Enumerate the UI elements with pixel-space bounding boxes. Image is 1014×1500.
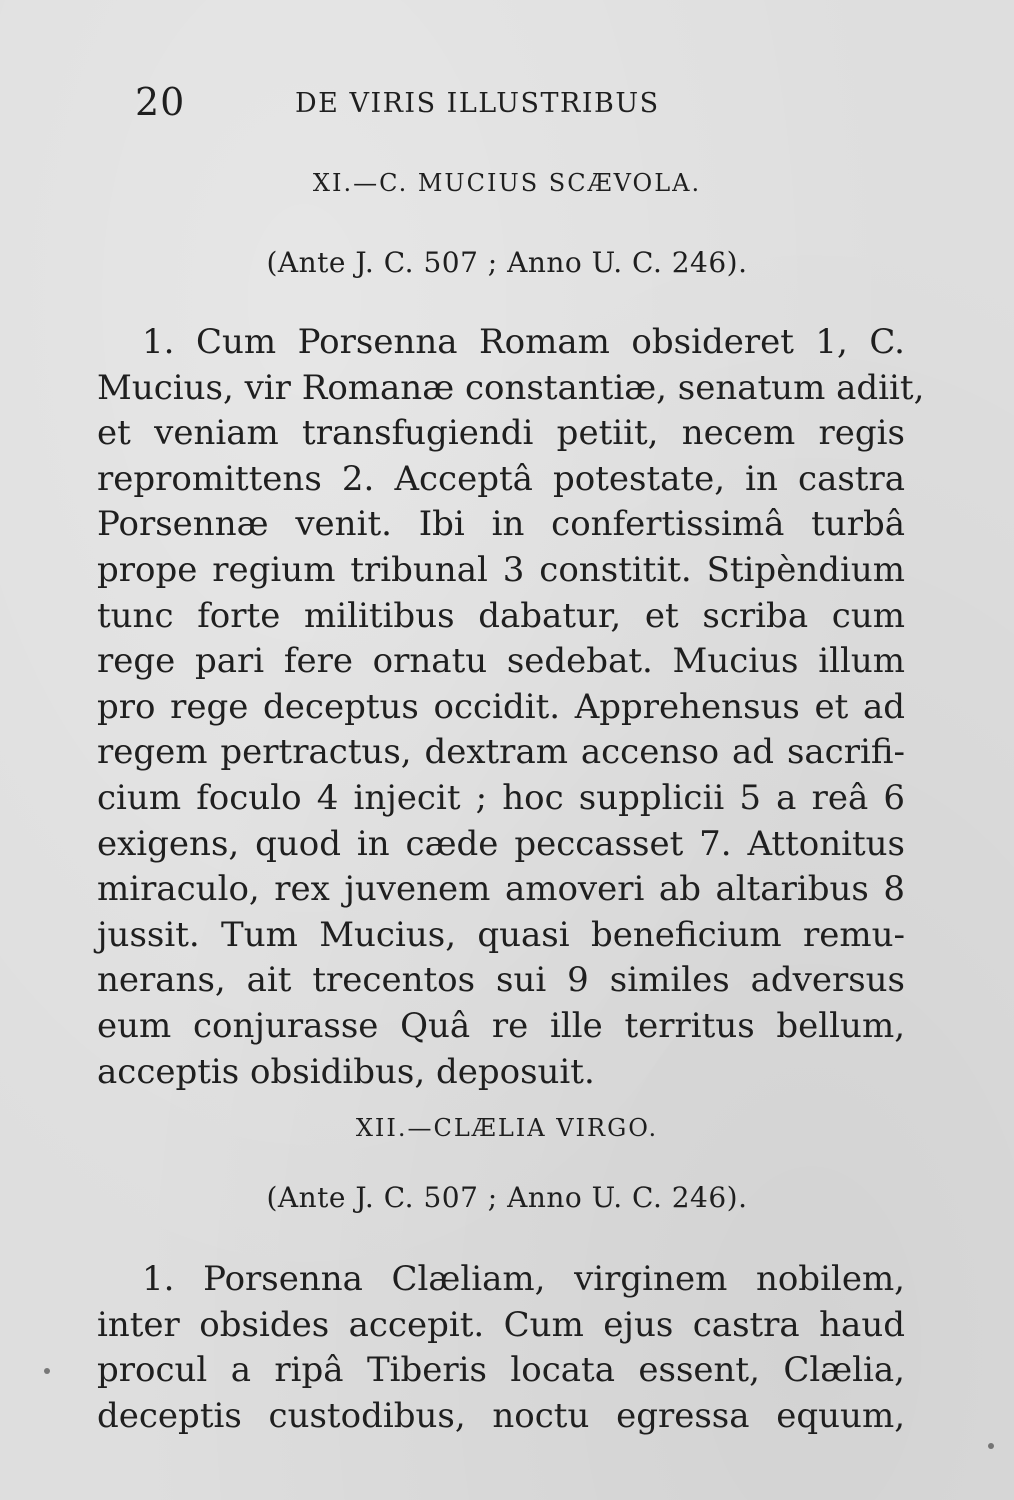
- text-line: inter obsides accepit. Cum ejus castra haud: [97, 1304, 905, 1345]
- text-line: repromittens 2. Acceptâ potestate, in castra: [97, 458, 905, 499]
- text-line: regem pertractus, dextram accenso ad sacrifi-: [97, 732, 905, 773]
- text-line: acceptis obsidibus, deposuit.: [97, 1051, 595, 1092]
- text-line: miraculo, rex juvenem amoveri ab altaribus 8: [97, 869, 905, 910]
- text-line: 1. Porsenna Clæliam, virginem nobilem,: [142, 1259, 905, 1299]
- book-title: DE VIRIS ILLUSTRIBUS: [295, 88, 660, 119]
- text-line: cium foculo 4 injecit ; hoc supplicii 5 a reâ 6: [97, 777, 905, 818]
- text-line: procul a ripâ Tiberis locata essent, Clælia,: [97, 1350, 905, 1391]
- section-date: (Ante J. C. 507 ; Anno U. C. 246).: [266, 246, 748, 279]
- text-line: jussit. Tum Mucius, quasi beneficium remu-: [97, 914, 905, 955]
- section-date: (Ante J. C. 507 ; Anno U. C. 246).: [266, 1181, 748, 1214]
- text-line: nerans, ait trecentos sui 9 similes adversus: [97, 960, 905, 1001]
- text-line: deceptis custodibus, noctu egressa equum,: [97, 1395, 905, 1436]
- text-line: exigens, quod in cæde peccasset 7. Attonitus: [97, 823, 905, 864]
- page-number: 20: [135, 80, 186, 124]
- text-line: rege pari fere ornatu sedebat. Mucius illum: [97, 641, 905, 682]
- section-title: XI.—C. MUCIUS SCÆVOLA.: [312, 169, 702, 197]
- running-head: [135, 78, 755, 128]
- text-line: Mucius, vir Romanæ constantiæ, senatum adiit,: [97, 367, 925, 408]
- text-line: et veniam transfugiendi petiit, necem regis: [97, 413, 905, 454]
- text-line: Porsennæ venit. Ibi in confertissimâ turbâ: [97, 504, 905, 545]
- text-line: eum conjurasse Quâ re ille territus bellum,: [97, 1005, 905, 1046]
- ink-speck: [988, 1443, 994, 1449]
- section-body: [97, 1257, 905, 1439]
- text-line: prope regium tribunal 3 constitit. Stipèndium: [97, 549, 905, 590]
- section-title: XII.—CLÆLIA VIRGO.: [355, 1114, 659, 1142]
- ink-speck: [44, 1368, 50, 1374]
- text-line: tunc forte militibus dabatur, et scriba cum: [97, 595, 905, 636]
- section-body: [97, 320, 925, 1095]
- text-line: 1. Cum Porsenna Romam obsideret 1, C.: [142, 322, 905, 362]
- text-line: pro rege deceptus occidit. Apprehensus et ad: [97, 686, 905, 727]
